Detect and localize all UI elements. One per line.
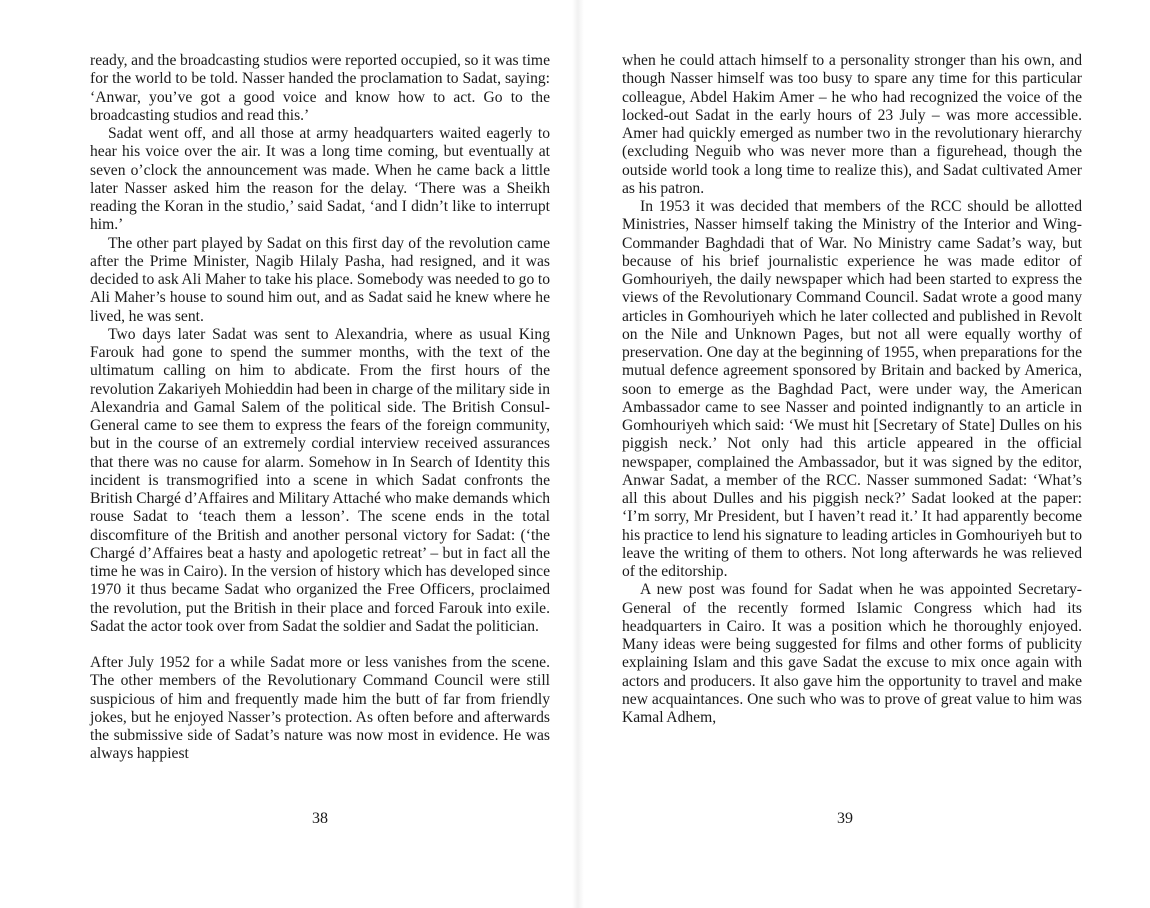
page-number-left: 38 — [312, 810, 328, 827]
right-page — [622, 52, 1082, 727]
paragraph: Sadat went off, and all those at army headquarters waited eagerly to hear his voice over the air. It was a long time coming, but eventually at seven o’clock the announcement was made. When he came back a little later Nasser asked him the reason for the delay. ‘There was a Sheikh reading the Koran in the studio,’ said Sadat, ‘and I didn’t like to interrupt him.’ — [90, 125, 550, 234]
paragraph: when he could attach himself to a personality stronger than his own, and though Nasser himself was too busy to spare any time for this particular colleague, Abdel Hakim Amer – he who had recognized the voice of the locked-out Sadat in the early hours of 23 July – was more accessible. Amer had quickly emerged as number two in the revolutionary hierarchy (excluding Neguib who was never more than a figurehead, though the outside world took a long time to realize this), and Sadat cultivated Amer as his patron. — [622, 52, 1082, 197]
paragraph: The other part played by Sadat on this first day of the revolution came after the Prime Minister, Nagib Hilaly Pasha, had resigned, and it was decided to ask Ali Maher to take his place. Somebody was needed to go to Ali Maher’s house to sound him out, and as Sadat said he knew where he lived, he was sent. — [90, 234, 550, 325]
page-number-right: 39 — [837, 810, 853, 827]
paragraph: Two days later Sadat was sent to Alexandria, where as usual King Farouk had gone to spend the summer months, with the text of the ultimatum calling on him to abdicate. From the first hours of the revolution Zakariyeh Mohieddin had been in charge of the military side in Alexandria and Gamal Salem of the political side. The British Consul-General came to see them to express the fears of the foreign community, but in the course of an extremely cordial interview received assurances that there was no cause for alarm. Somehow in In Search of Identity this incident is transmogrified into a scene in which Sadat confronts the British Chargé d’Affaires and Military Attaché who make demands which rouse Sadat to ‘teach them a lesson’. The scene ends in the total discomfiture of the British and another personal victory for Sadat: (‘the Chargé d’Affaires beat a hasty and apologetic retreat’ – but in fact all the time he was in Cairo). In the version of history which has developed since 1970 it thus became Sadat who organized the Free Officers, proclaimed the revolution, put the British in their place and forced Farouk into exile. Sadat the actor took over from Sadat the soldier and Sadat the politician. — [90, 325, 550, 635]
book-gutter — [572, 0, 584, 908]
left-page — [90, 52, 550, 764]
paragraph: ready, and the broadcasting studios were reported occupied, so it was time for the world to be told. Nasser handed the proclamation to Sadat, saying: ‘Anwar, you’ve got a good voice and know how to act. Go to the broadcasting studios and read this.’ — [90, 52, 550, 124]
paragraph: In 1953 it was decided that members of the RCC should be allotted Ministries, Nasser himself taking the Ministry of the Interior and Wing-Commander Baghdadi that of War. No Ministry came Sadat’s way, but because of his brief journalistic experience he was made editor of Gomhouriyeh, the daily newspaper which had been started to express the views of the Revolutionary Command Council. Sadat wrote a good many articles in Gomhouriyeh which he later collected and published in Revolt on the Nile and Unknown Pages, but not all were equally worthy of preservation. One day at the beginning of 1955, when preparations for the mutual defence agreement sponsored by Britain and backed by America, soon to emerge as the Baghdad Pact, were under way, the American Ambassador came to see Nasser and pointed indignantly to an article in Gomhouriyeh which said: ‘We must hit [Secretary of State] Dulles on his piggish neck.’ Not only had this article appeared in the official newspaper, complained the Ambassador, but it was signed by the editor, Anwar Sadat, a member of the RCC. Nasser summoned Sadat: ‘What’s all this about Dulles and his piggish neck?’ Sadat looked at the paper: ‘I’m sorry, Mr President, but I haven’t read it.’ It had apparently become his practice to lend his signature to leading articles in Gomhouriyeh but to leave the writing of them to others. Not long afterwards he was relieved of the editorship. — [622, 198, 1082, 580]
paragraph: A new post was found for Sadat when he was appointed Secretary-General of the recently formed Islamic Congress which had its headquarters in Cairo. It was a position which he thoroughly enjoyed. Many ideas were being suggested for films and other forms of publicity explaining Islam and this gave Sadat the excuse to mix once again with actors and producers. It also gave him the opportunity to travel and make new acquaintances. One such who was to prove of great value to him was Kamal Adhem, — [622, 581, 1082, 726]
paragraph: After July 1952 for a while Sadat more or less vanishes from the scene. The other members of the Revolutionary Command Council were still suspicious of him and frequently made him the butt of far from friendly jokes, but he enjoyed Nasser’s protection. As often before and afterwards the submissive side of Sadat’s nature was now most in evidence. He was always happiest — [90, 654, 550, 763]
